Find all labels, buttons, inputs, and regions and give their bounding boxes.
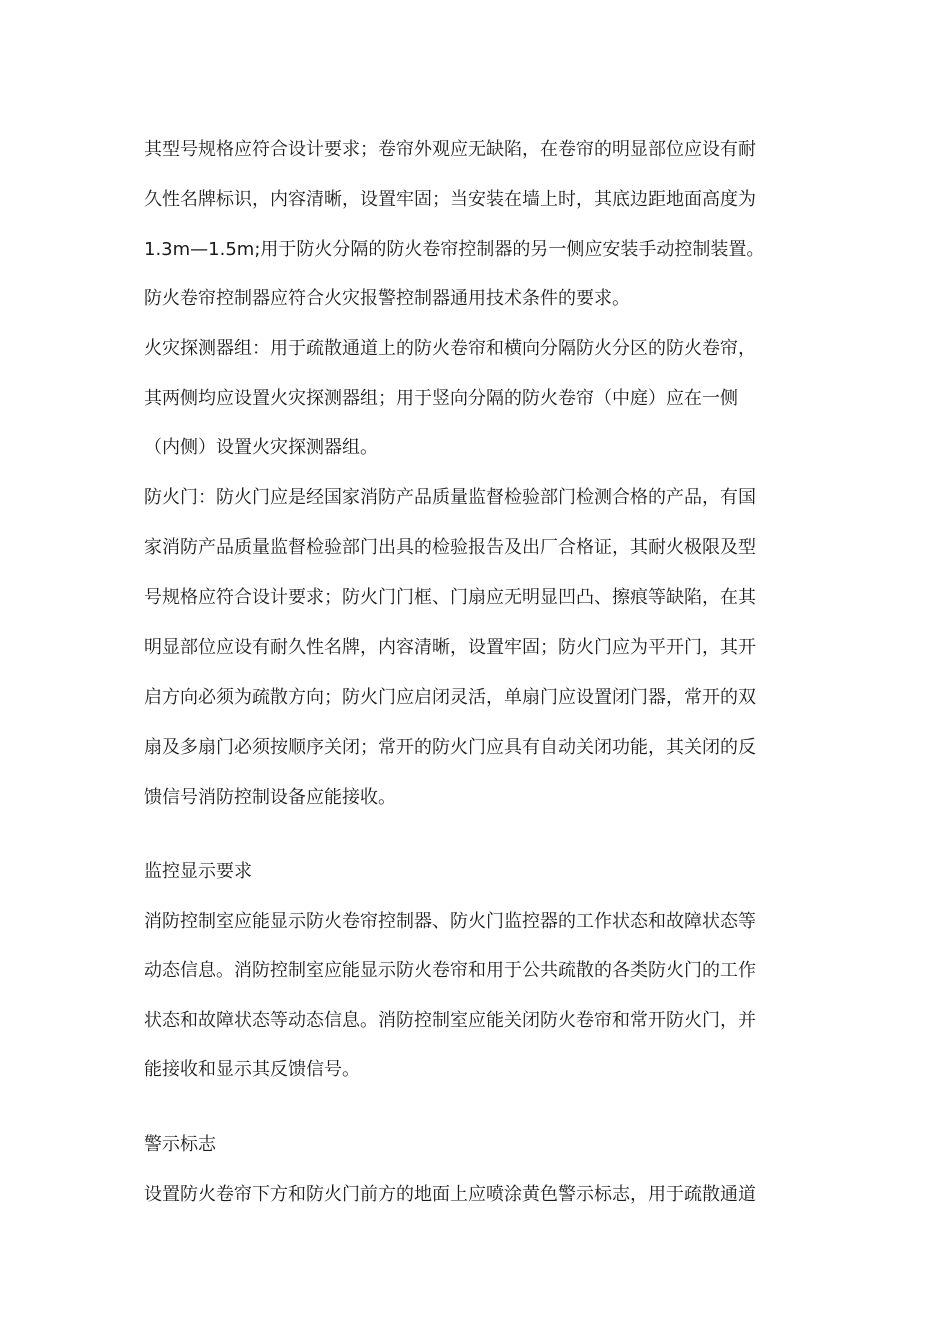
text-line: 家消防产品质量监督检验部门出具的检验报告及出厂合格证，其耐火极限及型 [144,537,756,558]
text-line: 启方向必须为疏散方向；防火门应启闭灵活，单扇门应设置闭门器，常开的双 [144,687,756,708]
text-line: 动态信息。消防控制室应能显示防火卷帘和用于公共疏散的各类防火门的工作 [144,960,756,981]
text-line: 扇及多扇门必须按顺序关闭；常开的防火门应具有自动关闭功能，其关闭的反 [144,737,756,758]
section-heading: 监控显示要求 [144,861,252,882]
text-line: 能接收和显示其反馈信号。 [144,1059,360,1080]
text-line: 消防控制室应能显示防火卷帘控制器、防火门监控器的工作状态和故障状态等 [144,911,756,932]
text-line: 1.3m—1.5m;用于防火分隔的防火卷帘控制器的另一侧应安装手动控制装置。 [144,239,765,260]
text-line: 其两侧均应设置火灾探测器组；用于竖向分隔的防火卷帘（中庭）应在一侧 [144,388,738,409]
text-line: 设置防火卷帘下方和防火门前方的地面上应喷涂黄色警示标志，用于疏散通道 [144,1184,756,1205]
text-line: 火灾探测器组：用于疏散通道上的防火卷帘和横向分隔防火分区的防火卷帘， [144,338,756,359]
text-line: 号规格应符合设计要求；防火门门框、门扇应无明显凹凸、擦痕等缺陷，在其 [144,587,756,608]
text-line: （内侧）设置火灾探测器组。 [144,437,378,458]
text-line: 其型号规格应符合设计要求；卷帘外观应无缺陷，在卷帘的明显部位应设有耐 [144,139,756,160]
text-line: 防火卷帘控制器应符合火灾报警控制器通用技术条件的要求。 [144,288,630,309]
text-line: 防火门：防火门应是经国家消防产品质量监督检验部门检测合格的产品，有国 [144,487,756,508]
text-line: 明显部位应设有耐久性名牌，内容清晰，设置牢固；防火门应为平开门，其开 [144,637,756,658]
text-line: 久性名牌标识，内容清晰，设置牢固；当安装在墙上时，其底边距地面高度为 [144,189,756,210]
text-line: 状态和故障状态等动态信息。消防控制室应能关闭防火卷帘和常开防火门，并 [144,1010,756,1031]
section-heading: 警示标志 [144,1134,216,1155]
text-line: 馈信号消防控制设备应能接收。 [144,787,396,808]
